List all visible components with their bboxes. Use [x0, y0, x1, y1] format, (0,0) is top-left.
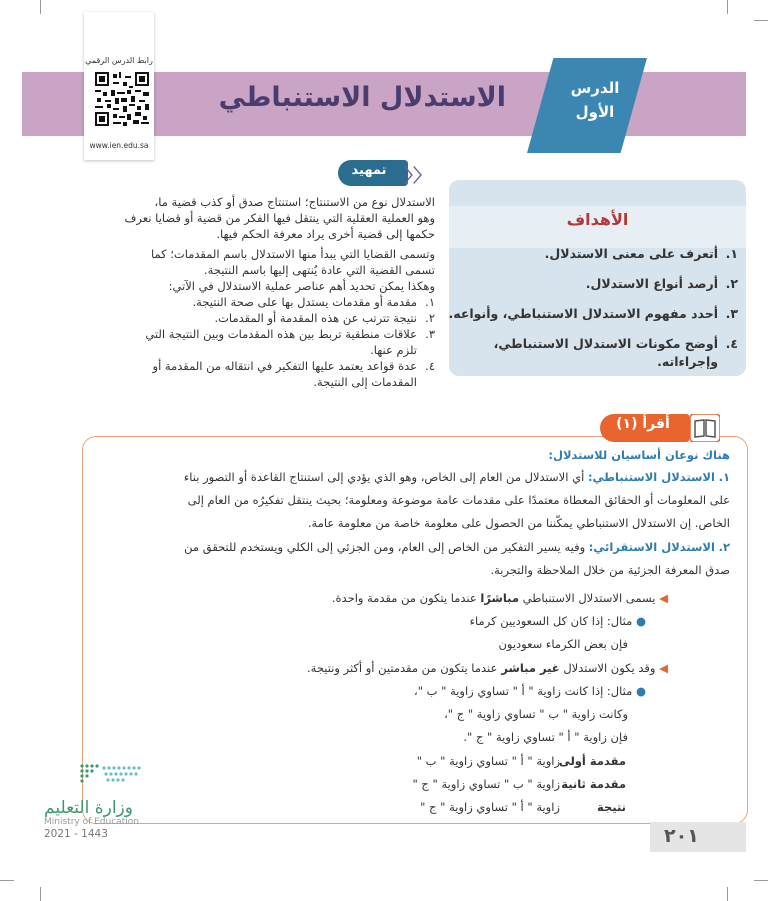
- intro-line: وتسمى القضايا التي يبدأ منها الاستدلال باسم المقدمات؛ كما: [150, 247, 435, 261]
- triangle-bullet-icon: ◀: [659, 591, 668, 605]
- book-icon: [690, 414, 720, 442]
- lesson-tag-label: [560, 76, 630, 124]
- example2-line3: فإن زاوية " أ " تساوي زاوية " ج ".: [463, 730, 628, 744]
- goal-item: ١.أتعرف على معنى الاستدلال.: [544, 246, 738, 261]
- lesson-tag-line2: الأول: [575, 103, 615, 121]
- intro-item: ١.مقدمة أو مقدمات يستدل بها على صحة النتيجة.: [192, 295, 435, 309]
- intro-line: الاستدلال نوع من الاستنتاج؛ استنتاج صدق أو كذب قضية ما،: [154, 195, 435, 209]
- example2-line2: وكانت زاوية " ب " تساوي زاوية " ج "،: [444, 707, 628, 721]
- intro-item: المقدمات إلى النتيجة.: [313, 375, 417, 389]
- goal-item: ٣.أحدد مفهوم الاستدلال الاستنباطي، وأنواعه.: [448, 306, 738, 321]
- lesson-tag-line1: الدرس: [570, 79, 620, 97]
- goal-item: ٤.أوضح مكونات الاستدلال الاستنباطي،: [493, 336, 738, 351]
- premise-row: مقدمة ثانيةزاوية " ب " تساوي زاوية " ج ": [412, 777, 626, 791]
- goal-item: ٢.أرصد أنواع الاستدلال.: [585, 276, 738, 291]
- read-type2: ٢. الاستدلال الاستقرائي: وفيه يسير التفكير من الخاص إلى العام، ومن الجزئي إلى الكلي ويستخدم للتحقق من: [184, 540, 730, 554]
- read-heading: هناك نوعان أساسيان للاستدلال:: [548, 448, 730, 462]
- ministry-name-ar: وزارة التعليم: [44, 798, 133, 818]
- qr-label: رابط الدرس الرقمي: [85, 56, 153, 65]
- conclusion-row: نتيجةزاوية " أ " تساوي زاوية " ج ": [420, 800, 626, 814]
- premise-row: مقدمة أولىزاوية " أ " تساوي زاوية " ب ": [416, 754, 626, 768]
- intro-item: ٣.علاقات منطقية تربط بين هذه المقدمات وبين النتيجة التي: [145, 327, 435, 341]
- intro-line: وهو العملية العقلية التي ينتقل فيها الفكر من قضية أو قضايا نعرف: [124, 211, 435, 225]
- goal-item: وإجراءاته.: [657, 354, 718, 369]
- intro-item: ٢.نتيجة تترتب عن هذه المقدمة أو المقدمات.: [214, 311, 435, 325]
- goals-title: الأهداف: [566, 210, 629, 229]
- read-type1: ١. الاستدلال الاستنباطي: أي الاستدلال من العام إلى الخاص، وهو الذي يؤدي إلى استنتاج القاعدة أو التصور بناء: [183, 470, 730, 484]
- example1-line2: فإن بعض الكرماء سعوديون: [498, 637, 628, 651]
- ministry-name-en: Ministry of Education: [44, 817, 139, 827]
- read-type2-line2: صدق المعرفة الجزئية من خلال الملاحظة والتجربة.: [490, 563, 730, 577]
- intro-line: تسمى القضية التي عادة يُنتهى إليها باسم النتيجة.: [203, 263, 435, 277]
- crop-mark: [40, 0, 41, 14]
- page-number: ٢٠١: [664, 825, 699, 847]
- crop-mark: [754, 880, 768, 881]
- intro-item: ٤.عدة قواعد يعتمد عليها التفكير في انتقاله من المقدمة أو: [152, 359, 435, 373]
- read-label: أقرأ (١): [616, 416, 670, 432]
- indirect-line: ◀ وقد يكون الاستدلال غير مباشر عندما يتكون من مقدمتين أو أكثر ونتيجة.: [307, 661, 668, 675]
- indirect-bold: غير مباشر: [497, 661, 560, 675]
- lesson-title: الاستدلال الاستنباطي: [218, 82, 506, 113]
- crop-mark: [727, 887, 728, 901]
- crop-mark: [727, 0, 728, 14]
- read-type1-line2: على المعلومات أو الحقائق المعطاة معتمدًا على مقدمات عامة موضوعة ومعلومة؛ بحيث ينتقل تفكيرُه من العام إلى: [187, 493, 730, 507]
- intro-line: وهكذا يمكن تحديد أهم عناصر عملية الاستدلال في الآتي:: [168, 279, 435, 293]
- edition-year: 2021 - 1443: [44, 828, 108, 840]
- qr-code-icon[interactable]: [95, 72, 149, 126]
- intro-item: تلزم عنها.: [370, 343, 417, 357]
- crop-mark: [0, 880, 14, 881]
- direct-line: ◀ يسمى الاستدلال الاستنباطي مباشرًا عندما يتكون من مقدمة واحدة.: [331, 591, 668, 605]
- intro-label: تمهيد: [351, 163, 387, 178]
- example2-line1: ● مثال: إذا كانت زاوية " أ " تساوي زاوية " ب "،: [413, 684, 646, 698]
- crop-mark: [754, 20, 768, 21]
- example1-line1: ● مثال: إذا كان كل السعوديين كرماء: [469, 614, 646, 628]
- triangle-bullet-icon: ◀: [659, 661, 668, 675]
- dot-bullet-icon: ●: [635, 614, 646, 628]
- read-type1-line3: الخاص. إن الاستدلال الاستنباطي يمكّننا من الحصول على معلومة خاصة من معلومة عامة.: [307, 516, 730, 530]
- intro-line: حكمها إلى قضية أخرى يراد معرفة الحكم فيها.: [216, 227, 435, 241]
- ministry-logo-icon: [78, 762, 142, 788]
- dot-bullet-icon: ●: [635, 684, 646, 698]
- crop-mark: [40, 887, 41, 901]
- qr-url[interactable]: www.ien.edu.sa: [89, 141, 149, 150]
- chevron-icon: 〉〉: [404, 166, 431, 187]
- intro-text: [95, 194, 435, 390]
